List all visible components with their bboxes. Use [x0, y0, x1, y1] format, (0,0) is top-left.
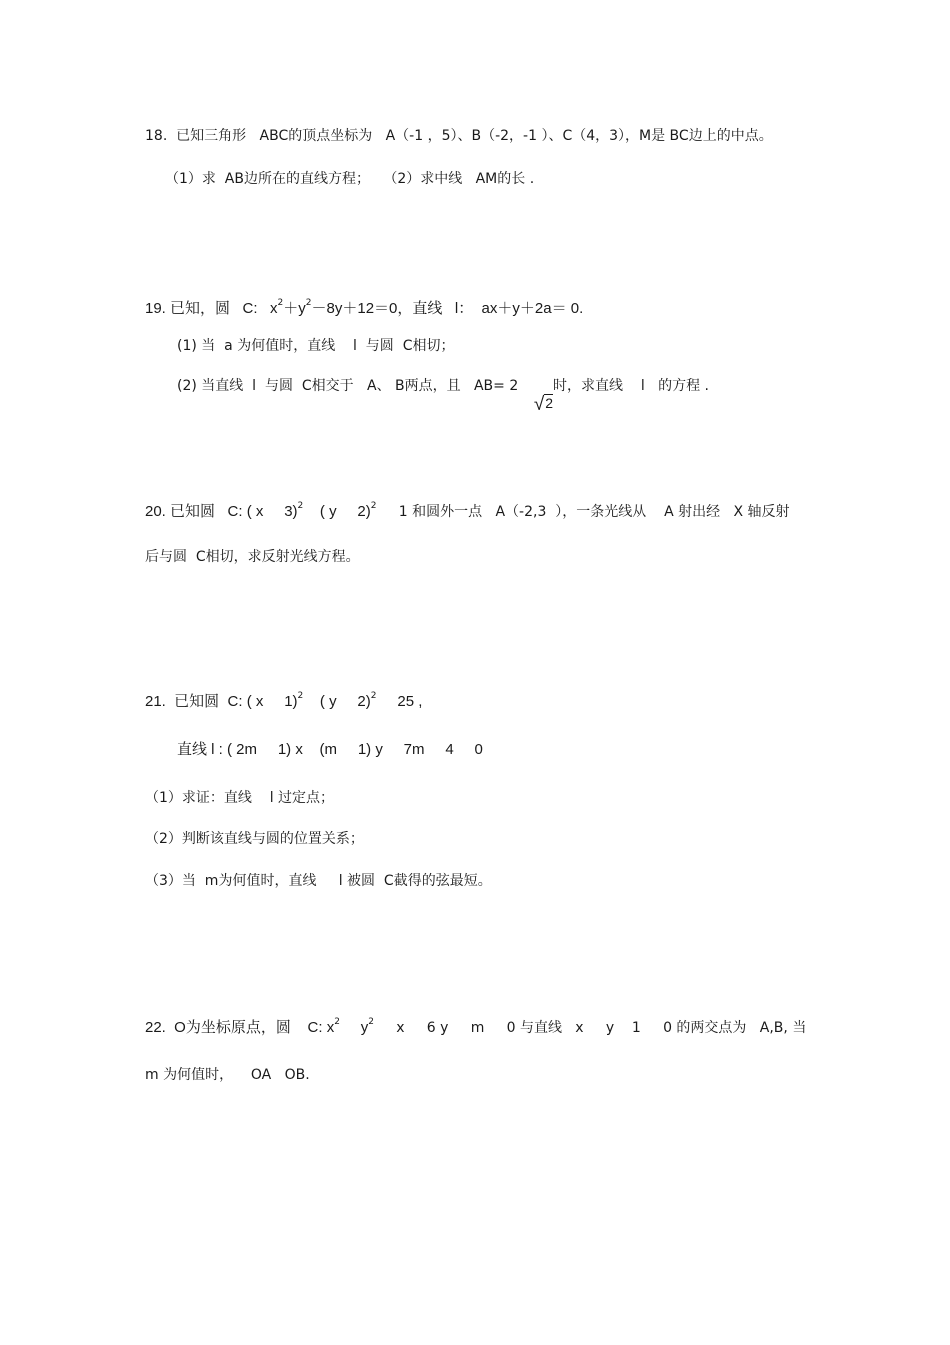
- problem-19-part-2-text-b: 时，求直线 l 的方程 .: [553, 378, 709, 394]
- problem-19-part-1: [177, 337, 454, 355]
- problem-20-stem-part-b: ( y 2): [303, 503, 371, 520]
- problem-18-stem: [145, 127, 773, 145]
- problem-20-stem-part-c: 1 和圆外一点 A（-2,3 ），一条光线从 A 射出经 X 轴反射: [376, 504, 790, 520]
- problem-21-part-2: [145, 830, 364, 848]
- problem-21-part-3-text: （3）当 m为何值时，直线 l 被圆 C截得的弦最短。: [145, 873, 492, 889]
- square-root: [518, 376, 553, 430]
- problem-19-part-2: [177, 376, 709, 430]
- superscript: 2: [370, 501, 377, 511]
- superscript: 2: [305, 298, 312, 308]
- problem-20-continuation-text: 后与圆 C相切，求反射光线方程。: [145, 549, 360, 565]
- problem-21-line-equation: [177, 741, 483, 759]
- problem-21-part-2-text: （2）判断该直线与圆的位置关系；: [145, 831, 364, 847]
- problem-21-stem: [145, 693, 422, 713]
- problem-18-subparts: [165, 170, 534, 188]
- problem-20-stem: [145, 503, 790, 523]
- problem-21-part-3: [145, 872, 492, 890]
- problem-18-subparts-text: （1）求 AB边所在的直线方程； （2）求中线 AM的长 .: [165, 171, 535, 187]
- problem-21-stem-part-b: ( y 2): [303, 693, 371, 710]
- problem-22-stem-part-a: 22. O为坐标原点，圆 C: x: [145, 1019, 335, 1036]
- problem-19-stem-part-a: 19. 已知，圆 C: x: [145, 300, 278, 317]
- problem-21-part-1-text: （1）求证：直线 l 过定点；: [145, 790, 335, 806]
- problem-19-stem-part-c: －8y＋12＝0，直线 l： ax＋y＋2a＝ 0.: [311, 300, 584, 317]
- problem-20-continuation: [145, 548, 360, 566]
- problem-21-line-equation-text: 直线 l : ( 2m 1) x (m 1) y 7m 4 0: [177, 741, 483, 758]
- problem-21-stem-part-c: 25 ,: [376, 693, 423, 710]
- problem-19-stem-part-b: ＋y: [283, 300, 306, 317]
- problem-19-part-1-text: (1) 当 a 为何值时，直线 l 与圆 C相切；: [177, 338, 455, 354]
- problem-20-stem-part-a: 20. 已知圆 C: ( x 3): [145, 503, 298, 520]
- superscript: 2: [370, 691, 377, 701]
- problem-22-stem-part-b: y: [339, 1019, 369, 1036]
- radical-sign-icon: √: [533, 394, 545, 415]
- problem-19-stem: [145, 300, 583, 320]
- superscript: 2: [334, 1017, 340, 1027]
- problem-22-stem: [145, 1019, 806, 1039]
- problem-22-continuation: [145, 1066, 310, 1084]
- problem-22-stem-part-c: x 6 y m 0 与直线 x y 1 0 的两交点为 A,B, 当: [374, 1020, 807, 1036]
- superscript: 2: [297, 501, 304, 511]
- problem-18-stem-text: 18. 已知三角形 ABC的顶点坐标为 A（-1 ，5）、B（-2，-1 ）、C（4，3），M是 BC边上的中点。: [145, 128, 773, 144]
- problem-22-continuation-text: m 为何值时， OA OB.: [145, 1067, 310, 1083]
- superscript: 2: [277, 298, 284, 308]
- problem-21-part-1: [145, 789, 334, 807]
- radicand: 2: [545, 395, 554, 411]
- problem-21-stem-part-a: 21. 已知圆 C: ( x 1): [145, 693, 298, 710]
- superscript: 2: [368, 1017, 375, 1027]
- problem-19-part-2-text-a: (2) 当直线 l 与圆 C相交于 A、 B两点，且 AB= 2: [177, 378, 519, 394]
- superscript: 2: [297, 691, 304, 701]
